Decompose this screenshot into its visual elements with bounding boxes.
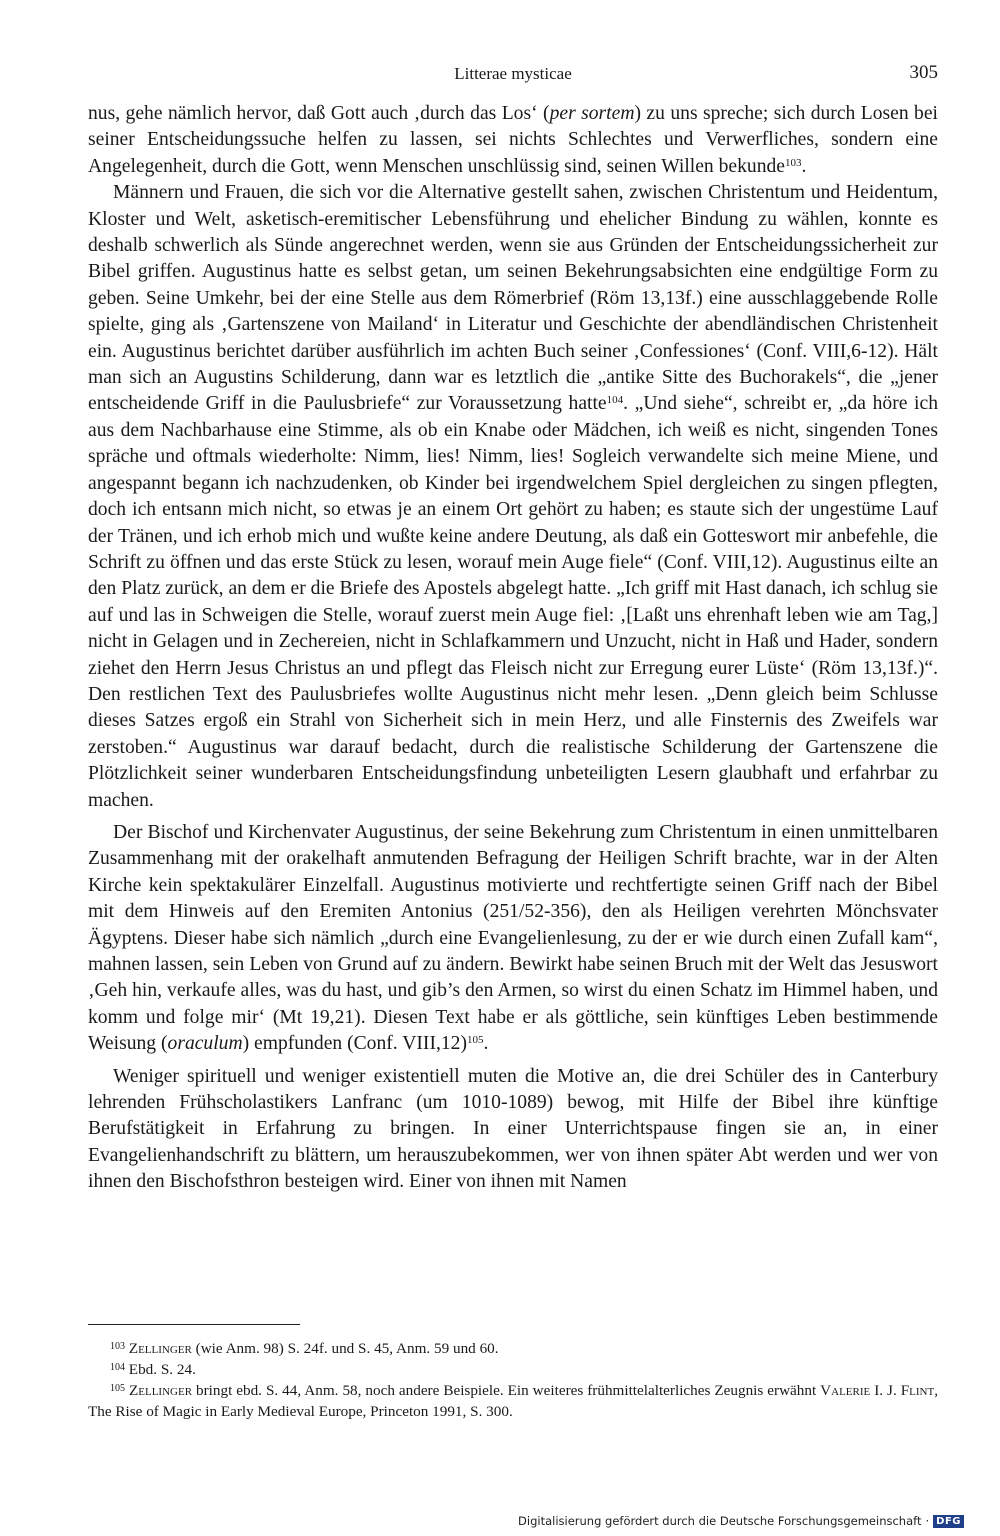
text-run: ) empfunden (Conf. VIII,12)	[242, 1033, 467, 1055]
footnote-number: 103	[110, 1341, 125, 1352]
footnote-text: , The Rise of Magic in Early Medieval Europe, Princeton 1991, S. 300.	[88, 1382, 939, 1420]
footnote-ref-105[interactable]: 105	[467, 1034, 484, 1047]
footnote-divider	[88, 1324, 300, 1325]
footnote-ref-103[interactable]: 103	[785, 156, 802, 169]
paragraph-4	[88, 1064, 938, 1196]
footnote-104	[88, 1359, 938, 1380]
footnote-text: (wie Anm. 98) S. 24f. und S. 45, Anm. 59 und 60.	[191, 1340, 499, 1357]
running-title: Litterae mysticae	[454, 64, 572, 83]
footnotes	[88, 1338, 938, 1422]
text-run: ) zu uns spreche; sich durch Losen bei seiner Entscheidungssuche helfen zu lassen, sei nichts Schlechtes und Verwerfliches, sondern eine Angelegenheit, durch die Gott, wenn Menschen unschlüssig sind, seinen Willen bekunde	[88, 103, 938, 177]
footnote-author: Valerie I. J. Flint	[820, 1382, 935, 1399]
dfg-logo: DFG	[933, 1515, 964, 1528]
footnote-author: Zellinger	[128, 1340, 192, 1357]
text-run: nus, gehe nämlich hervor, daß Gott auch ‚durch das Los‘ (	[88, 103, 550, 124]
text-run: . „Und siehe“, schreibt er, „da höre ich aus dem Nachbarhause eine Stimme, als ob ein Knabe oder Mädchen, ich weiß es nicht, singenden Tones spräche und oftmals wiederholte: Nimm, lies! Nimm, lies! Sogleich verwandelte sich meine Miene, und angespannt begann ich nachzudenken, ob Kinder bei irgendwelchem Spiel dergleichen zu singen pflegten, doch ich entsann mich nicht, so etwas je an einem Ort gehört zu haben; es staute sich der ungestüme Lauf der Tränen, und ich erhob mich und wußte keine andere Deutung, als daß ein Gotteswort mir anbefehle, die Schrift zu öffnen und das erste Stück zu lesen, worauf mein Auge fiele“ (Conf. VIII,12). Augustinus eilte an den Platz zurück, an dem er die Briefe des Apostels abgelegt hatte. „Ich griff mit Hast danach, ich schlug sie auf und las in Schweigen die Stelle, worauf zuerst mein Auge fiel: ‚[Laßt uns ehrenhaft leben wie am Tag,] nicht in Gelagen und in Zechereien, nicht in Schlafkammern und Unzucht, nicht in Haß und Hader, sondern ziehet den Herrn Jesus Christus an und pflegt das Fleisch nicht zur Erregung eurer Lüste‘ (Röm 13,13f.)“. Den restlichen Text des Paulusbriefes wollte Augustinus nicht mehr lesen. „Denn gleich beim Schlusse dieses Satzes ergoß ein Strahl von Sicherheit sich in mein Herz, und alle Finsternis des Zweifels war zerstoben.“ Augustinus war darauf bedacht, durch die realistische Schilderung der Gartenszene die Plötzlichkeit seiner wunderbaren Entscheidungsfindung unbeteiligten Lesern glaubhaft und erfahrbar zu machen.	[88, 393, 938, 811]
text-run: Der Bischof und Kirchenvater Augustinus, der seine Bekehrung zum Christentum in einen unmittelbaren Zusammenhang mit der orakelhaft anmutenden Befragung der Heiligen Schrift brachte, war in der Alten Kirche kein spektakulärer Einzelfall. Augustinus motivierte und rechtfertigte seinen Griff nach der Bibel mit dem Hinweis auf den Eremiten Antonius (251/52-356), den als Heiligen verehrten Mönchsvater Ägyptens. Dieser habe sich nämlich „durch eine Evangelienlesung, zu der er wie durch einen Zufall kam“, mahnen lassen, sein Leben von Grund auf zu ändern. Bewirkt habe seinen Bruch mit der Welt das Jesuswort ‚Geh hin, verkaufe alles, was du hast, und gib’s den Armen, so wirst du einen Schatz im Himmel haben, und komm und folge mir‘ (Mt 19,21). Diesen Text habe er als göttliche, sein künftiges Leben bestimmende Weisung (	[88, 821, 938, 1055]
paragraph-2	[88, 180, 938, 814]
digitization-credit	[518, 1514, 964, 1528]
italic-term: oraculum	[167, 1033, 243, 1055]
page-number: 305	[909, 62, 938, 83]
footnote-103	[88, 1338, 938, 1359]
footnote-author: Zellinger	[128, 1382, 193, 1399]
page-header	[88, 62, 938, 92]
footnote-ref-104[interactable]: 104	[606, 394, 624, 407]
text-run: .	[483, 1033, 489, 1055]
credit-separator: ·	[925, 1514, 930, 1528]
footnote-text: Ebd. S. 24.	[128, 1361, 196, 1378]
paragraph-3	[88, 820, 938, 1058]
footnote-number: 104	[110, 1362, 125, 1373]
italic-term: per sortem	[549, 103, 635, 124]
text-run: .	[801, 155, 807, 177]
body-text	[88, 101, 938, 1196]
credit-text: Digitalisierung gefördert durch die Deutsche Forschungsgemeinschaft	[518, 1514, 922, 1528]
footnote-number: 105	[110, 1383, 125, 1394]
text-run: Männern und Frauen, die sich vor die Alternative gestellt sahen, zwischen Christentum und Heidentum, Kloster und Welt, asketisch-eremitischer Lebensführung und ehelicher Bindung zu wählen, konnte es deshalb schwerlich als Sünde angerechnet werden, wenn sie aus Gründen der Entscheidungssicherheit zur Bibel griffen. Augustinus hatte es selbst getan, um seinen Bekehrungsabsichten eine endgültige Form zu geben. Seine Umkehr, bei der eine Stelle aus dem Römerbrief (Röm 13,13f.) eine ausschlaggebende Rolle spielte, ging als ‚Gartenszene von Mailand‘ in Literatur und Geschichte der abendländischen Christenheit ein. Augustinus berichtet darüber ausführlich im achten Buch seiner ‚Confessiones‘ (Conf. VIII,6-12). Hält man sich an Augustins Schilderung, dann war es letztlich die „antike Sitte des Buchorakels“, die „jener entscheidende Griff in die Paulusbriefe“ zur Voraussetzung hatte	[88, 182, 938, 415]
footnote-text: bringt ebd. S. 44, Anm. 58, noch andere Beispiele. Ein weiteres frühmittelalterliches Zeugnis erwähnt	[192, 1382, 821, 1399]
text-run: Weniger spirituell und weniger existentiell muten die Motive an, die drei Schüler des in Canterbury lehrenden Frühscholastikers Lanfranc (um 1010-1089) bewog, mit Hilfe der Bibel ihre künftige Berufstätigkeit in Erfahrung zu bringen. In einer Unterrichtspause fingen sie an, in einer Evangelienhandschrift zu blättern, um herauszubekommen, wer von ihnen später Abt werden und wer von ihnen den Bischofsthron besteigen wird. Einer von ihnen mit Namen	[88, 1065, 938, 1193]
paragraph-1	[88, 101, 938, 180]
footnote-105	[88, 1380, 938, 1422]
